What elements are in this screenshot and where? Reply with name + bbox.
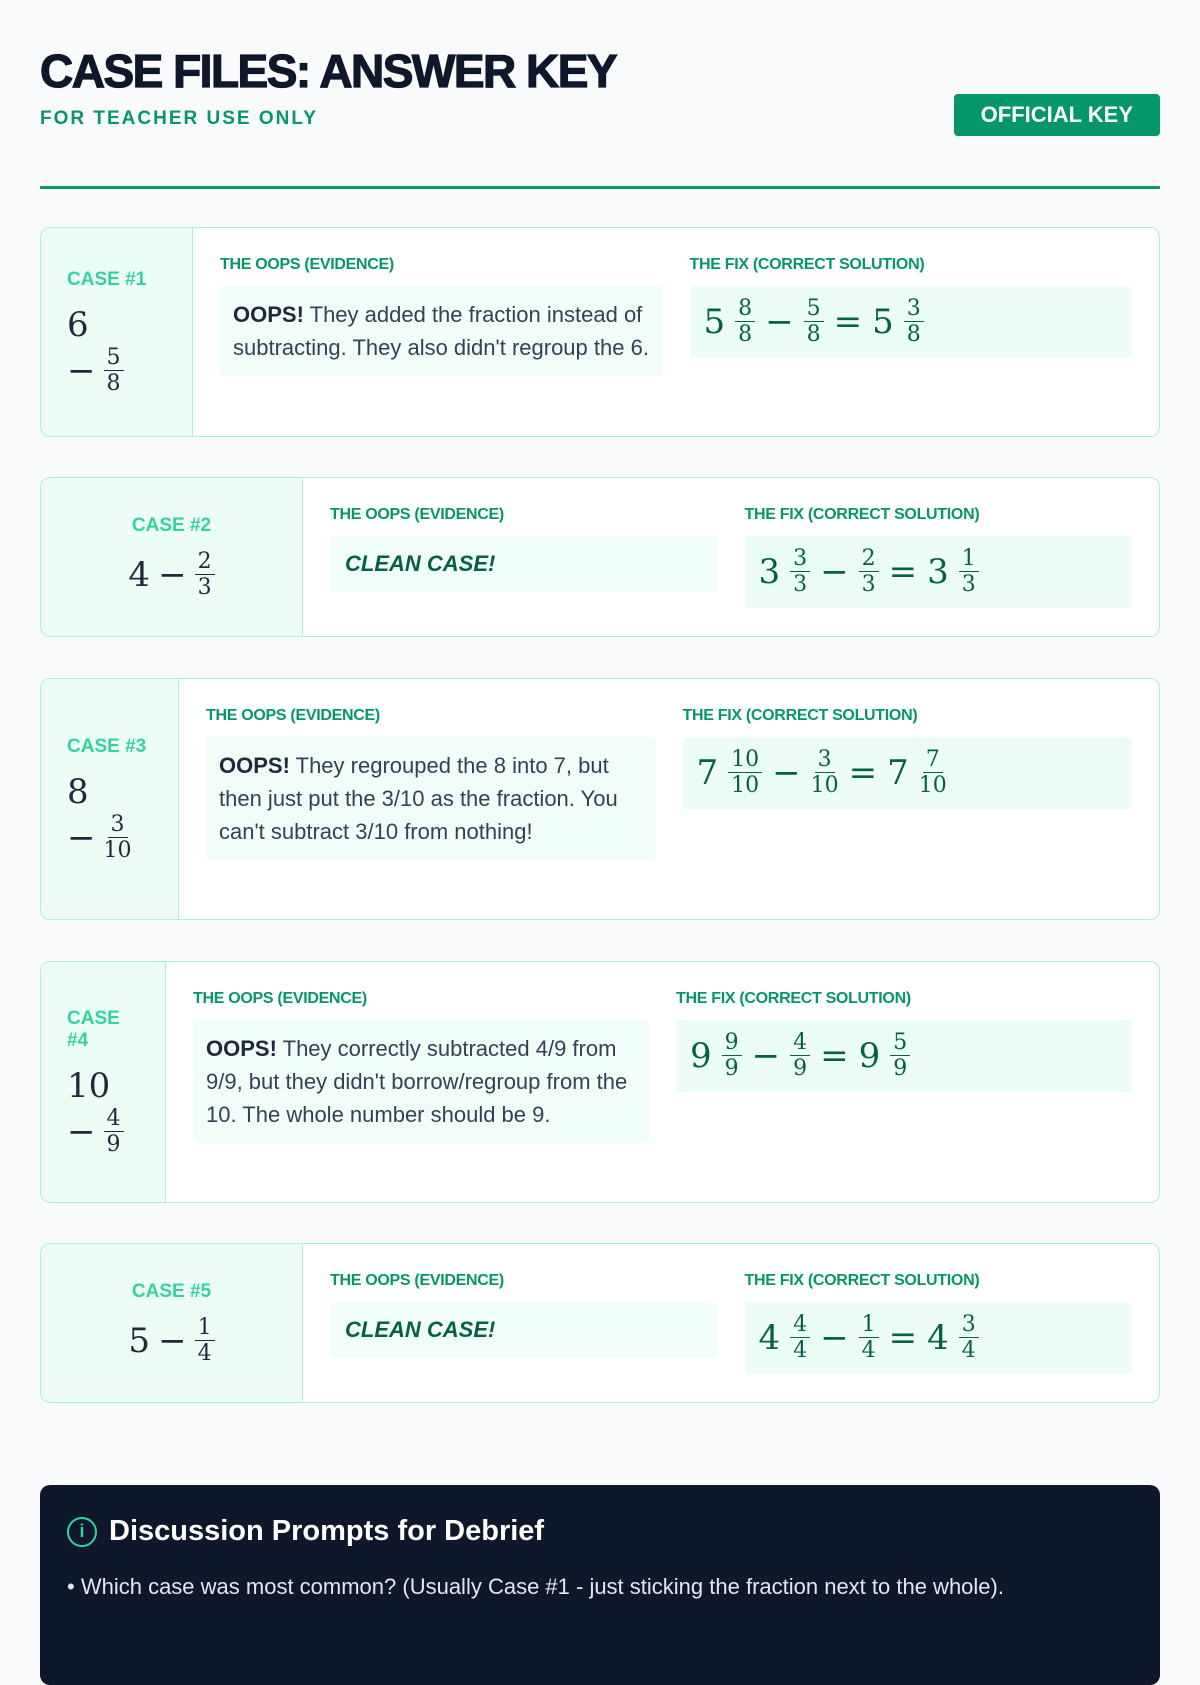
fraction: $\frac{10}{10}$	[728, 749, 762, 797]
fraction: $\frac{3}{10}$	[810, 747, 839, 798]
discussion-item: • Which case was most common? (Usually Case #1 - just sticking the fraction next to the whole).	[67, 1574, 1004, 1599]
fix-solution: 7 $\frac{10}{10}$ − $\frac{3}{10}$ = 7 $\frac{7}{10}$	[683, 737, 1133, 809]
case-label: CASE #4	[67, 1008, 120, 1051]
fraction: $\frac{7}{10}$	[918, 747, 947, 798]
header-divider	[40, 186, 1160, 189]
case-problem: CASE #3 8 − $\frac{3}{10}$	[41, 679, 179, 919]
discussion-panel	[40, 1485, 1160, 1685]
fix-label: THE FIX (CORRECT SOLUTION)	[744, 1272, 980, 1289]
fraction: $\frac{4}{9}$	[790, 1032, 810, 1080]
fix-label: THE FIX (CORRECT SOLUTION)	[676, 990, 911, 1007]
fraction: $\frac{5}{8}$	[104, 347, 124, 395]
oops-text: OOPS! They added the fraction instead of subtracting. They also didn't regroup the 6.	[220, 286, 663, 376]
case-card	[40, 678, 1160, 920]
case-problem: CASE #1 6 − $\frac{5}{8}$	[41, 228, 193, 436]
fraction: $\frac{9}{9}$	[722, 1032, 742, 1080]
oops-text: OOPS! They correctly subtracted 4/9 from 9/9, but they didn't borrow/regroup from the 10. The whole number should be 9.	[193, 1020, 649, 1143]
case-label: CASE #5	[131, 1281, 212, 1302]
fix-solution: 3 $\frac{3}{3}$ − $\frac{2}{3}$ = 3 $\frac{1}{3}$	[745, 536, 1133, 608]
clean-case-text: CLEAN CASE!	[330, 536, 718, 592]
case-card	[40, 961, 1160, 1203]
fraction: $\frac{8}{8}$	[735, 298, 755, 346]
discussion-title: Discussion Prompts for Debrief	[109, 1515, 545, 1547]
info-icon: i	[67, 1517, 97, 1547]
case-label: CASE #1	[67, 269, 147, 290]
case-card	[40, 477, 1160, 637]
oops-label: THE OOPS (EVIDENCE)	[220, 256, 394, 273]
header	[40, 44, 1160, 130]
case-problem: CASE #2 4 − $\frac{2}{3}$	[41, 478, 303, 636]
fix-label: THE FIX (CORRECT SOLUTION)	[689, 256, 925, 273]
fraction: $\frac{3}{8}$	[904, 298, 924, 346]
fraction: $\frac{4}{4}$	[790, 1314, 810, 1362]
oops-label: THE OOPS (EVIDENCE)	[330, 1272, 504, 1289]
case-problem: CASE #5 5 − $\frac{1}{4}$	[41, 1244, 303, 1402]
case-label: CASE #3	[67, 736, 147, 757]
fix-solution: 5 $\frac{8}{8}$ − $\frac{5}{8}$ = 5 $\frac{3}{8}$	[690, 286, 1133, 358]
fraction: $\frac{5}{9}$	[890, 1032, 910, 1080]
fraction: $\frac{1}{4}$	[195, 1317, 215, 1365]
page-subtitle: FOR TEACHER USE ONLY	[40, 108, 318, 129]
oops-label: THE OOPS (EVIDENCE)	[193, 990, 367, 1007]
page-title: CASE FILES: ANSWER KEY	[40, 45, 617, 97]
fraction: $\frac{3}{10}$	[103, 812, 132, 863]
fix-label: THE FIX (CORRECT SOLUTION)	[744, 506, 980, 523]
fix-label: THE FIX (CORRECT SOLUTION)	[682, 707, 918, 724]
fraction: $\frac{1}{3}$	[959, 548, 979, 596]
fix-solution: 4 $\frac{4}{4}$ − $\frac{1}{4}$ = 4 $\frac{3}{4}$	[745, 1302, 1133, 1374]
official-key-badge: OFFICIAL KEY	[954, 94, 1160, 136]
fraction: $\frac{2}{3}$	[859, 548, 879, 596]
fraction: $\frac{3}{3}$	[790, 548, 810, 596]
fraction: $\frac{3}{4}$	[959, 1314, 979, 1362]
case-card	[40, 1243, 1160, 1403]
oops-label: THE OOPS (EVIDENCE)	[330, 506, 504, 523]
case-problem: CASE #4 10 − $\frac{4}{9}$	[41, 962, 166, 1202]
fraction: $\frac{5}{8}$	[804, 298, 824, 346]
case-label: CASE #2	[131, 515, 212, 536]
fraction: $\frac{1}{4}$	[859, 1314, 879, 1362]
clean-case-text: CLEAN CASE!	[330, 1302, 718, 1358]
case-card	[40, 227, 1160, 437]
oops-label: THE OOPS (EVIDENCE)	[206, 707, 380, 724]
oops-text: OOPS! They regrouped the 8 into 7, but then just put the 3/10 as the fraction. You can't subtract 3/10 from nothing!	[206, 737, 656, 860]
fix-solution: 9 $\frac{9}{9}$ − $\frac{4}{9}$ = 9 $\frac{5}{9}$	[676, 1020, 1132, 1092]
fraction: $\frac{4}{9}$	[104, 1108, 124, 1156]
fraction: $\frac{2}{3}$	[195, 551, 215, 599]
